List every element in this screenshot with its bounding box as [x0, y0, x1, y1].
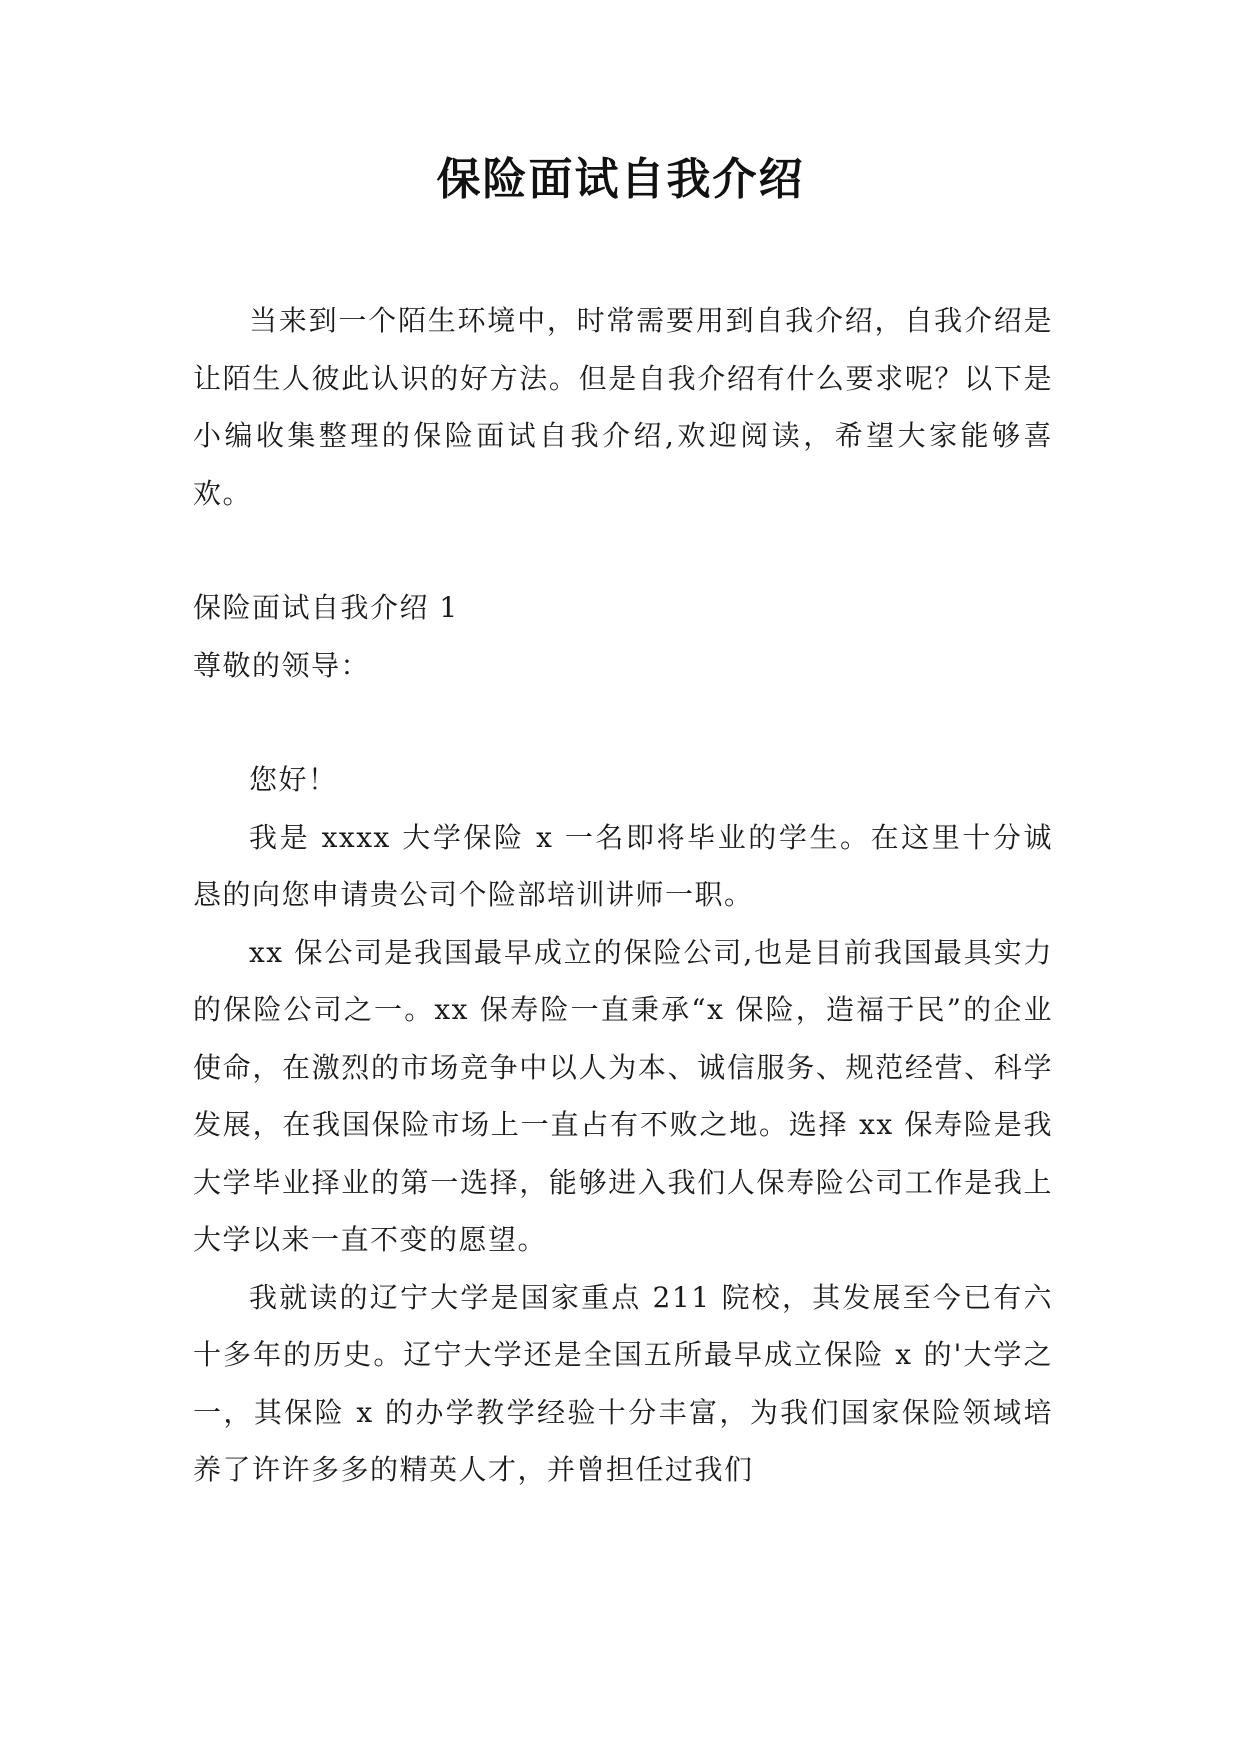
- body-paragraph-3: 我就读的辽宁大学是国家重点 211 院校，其发展至今已有六十多年的历史。辽宁大学还是全国五所最早成立保险 x 的'大学之一，其保险 x 的办学教学经验十分丰富，为我们国家保险领域培养了许许多多的精英人才，并曾担任过我们: [193, 1280, 1053, 1486]
- body-paragraph-2: xx 保公司是我国最早成立的保险公司,也是目前我国最具实力的保险公司之一。xx 保寿险一直秉承“x 保险，造福于民”的企业使命，在激烈的市场竞争中以人为本、诚信服务、规范经营、科学发展，在我国保险市场上一直占有不败之地。选择 xx 保寿险是我大学毕业择业的第一选择，能够进入我们人保寿险公司工作是我上大学以来一直不变的愿望。: [193, 935, 1053, 1256]
- section-heading: 保险面试自我介绍 1: [193, 591, 459, 624]
- body-paragraph-1: 我是 xxxx 大学保险 x 一名即将毕业的学生。在这里十分诚恳的向您申请贵公司个险部培训讲师一职。: [193, 820, 1053, 911]
- document-body: [193, 292, 1053, 1499]
- intro-paragraph: 当来到一个陌生环境中，时常需要用到自我介绍，自我介绍是让陌生人彼此认识的好方法。但是自我介绍有什么要求呢？以下是小编收集整理的保险面试自我介绍,欢迎阅读，希望大家能够喜欢。: [193, 304, 1053, 510]
- document-title: 保险面试自我介绍: [436, 154, 805, 205]
- salutation: 尊敬的领导：: [193, 648, 371, 682]
- greeting: 您好！: [249, 763, 338, 796]
